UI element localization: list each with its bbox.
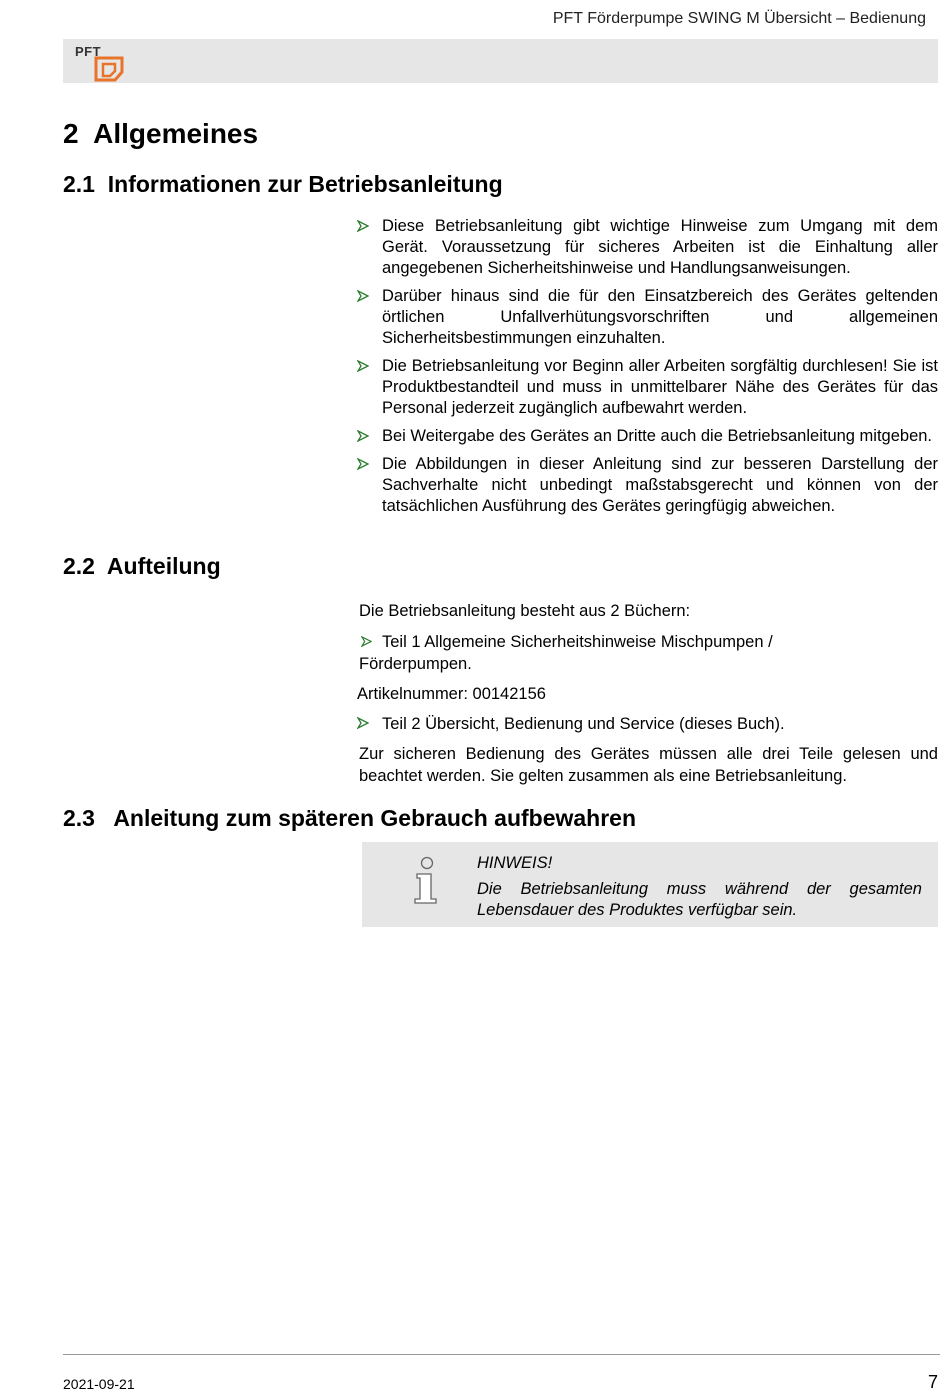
pft-logo (75, 44, 127, 82)
section-number: 2.2 (63, 553, 95, 579)
list-item-text: Teil 1 Allgemeine Sicherheitshinweise Mischpumpen / Förderpumpen. (359, 633, 773, 673)
logo-shield-icon (93, 56, 125, 82)
intro-text: Die Betriebsanleitung besteht aus 2 Büchern: (359, 602, 691, 620)
running-header: PFT Förderpumpe SWING M Übersicht – Bedienung (552, 10, 926, 27)
chapter-number: 2 (63, 118, 79, 149)
list-item-text: Bei Weitergabe des Gerätes an Dritte auch die Betriebsanleitung mitgeben. (382, 427, 933, 445)
list-item-text: Teil 2 Übersicht, Bedienung und Service (dieses Buch). (382, 715, 785, 733)
list-item-text: Die Abbildungen in dieser Anleitung sind zur besseren Darstellung der Sachverhalte nicht unbedingt maßstabsgerecht und können von der tatsächlichen Ausführung des Gerätes geringfügig abweichen. (382, 455, 938, 515)
section-title: Informationen zur Betriebsanleitung (107, 171, 503, 197)
arrow-bullet-icon (361, 636, 372, 647)
arrow-bullet-icon (357, 220, 369, 232)
article-number: Artikelnummer: 00142156 (357, 685, 546, 703)
note-text: Die Betriebsanleitung muss während der gesamten Lebensdauer des Produktes verfügbar sein. (477, 880, 922, 919)
section-title: Anleitung zum späteren Gebrauch aufbewahren (113, 805, 637, 831)
chapter-title: Allgemeines (93, 118, 259, 149)
closing-text: Zur sicheren Bedienung des Gerätes müssen alle drei Teile gelesen und beachtet werden. Sie gelten zusammen als eine Betriebsanleitung. (359, 745, 938, 785)
logo-text: PFT (75, 44, 102, 59)
list-item (357, 216, 938, 279)
list-item (357, 356, 938, 419)
section-heading-2-1 (63, 171, 503, 198)
arrow-bullet-icon (357, 430, 369, 442)
list-item-text: Die Betriebsanleitung vor Beginn aller Arbeiten sorgfältig durchlesen! Sie ist Produktbestandteil und muss in unmittelbarer Nähe des Gerätes für das Personal jederzeit zugänglich aufbewahrt werden. (382, 357, 938, 417)
section-number: 2.3 (63, 805, 95, 831)
page-number: 7 (927, 1372, 938, 1392)
arrow-bullet-icon (357, 717, 369, 729)
section-number: 2.1 (63, 171, 95, 197)
footer-divider (63, 1354, 940, 1355)
chapter-heading (63, 118, 258, 150)
arrow-bullet-icon (357, 290, 369, 302)
section-title: Aufteilung (106, 553, 221, 579)
list-item (357, 426, 938, 447)
note-box (362, 842, 938, 927)
footer-date: 2021-09-21 (63, 1376, 135, 1392)
header-bar (63, 39, 938, 83)
arrow-bullet-icon (357, 458, 369, 470)
info-icon (412, 856, 440, 906)
list-item (357, 713, 938, 735)
section-2-1-content (357, 216, 938, 524)
section-heading-2-3 (63, 805, 636, 832)
section-2-2-content (357, 600, 938, 787)
list-item (357, 286, 938, 349)
list-item (357, 454, 938, 517)
list-item (357, 631, 938, 675)
arrow-bullet-icon (357, 360, 369, 372)
note-title: HINWEIS! (477, 854, 553, 872)
list-item-text: Diese Betriebsanleitung gibt wichtige Hinweise zum Umgang mit dem Gerät. Voraussetzung für sicheres Arbeiten ist die Einhaltung aller angegebenen Sicherheitshinweise und Handlungsanweisungen. (382, 217, 938, 277)
section-heading-2-2 (63, 553, 221, 580)
list-item-text: Darüber hinaus sind die für den Einsatzbereich des Gerätes geltenden örtlichen Unfallverhütungsvorschriften und allgemeinen Sicherheitsbestimmungen einzuhalten. (382, 287, 938, 347)
